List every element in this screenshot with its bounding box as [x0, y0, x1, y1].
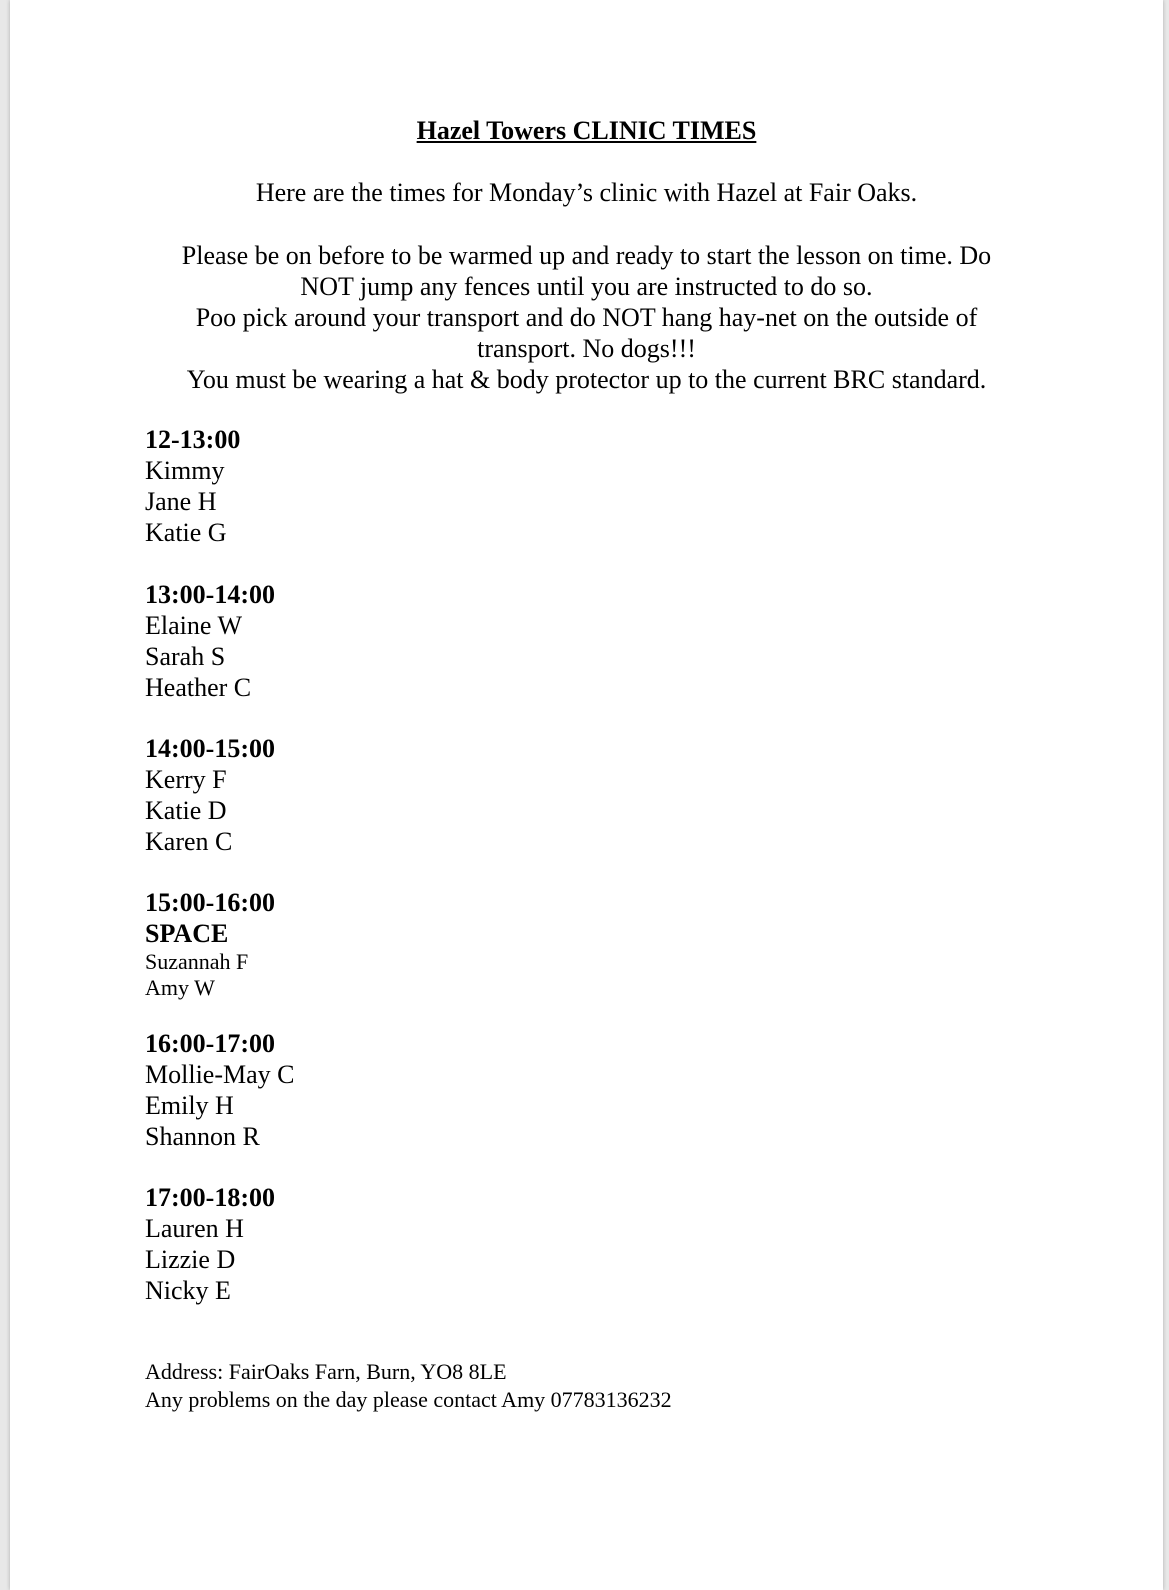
contact-text: Any problems on the day please contact Amy 07783136232 [145, 1387, 672, 1412]
rider-name: Kimmy [145, 456, 225, 485]
document-page [10, 0, 1163, 1590]
rider-name: Jane H [145, 487, 217, 516]
rider-name: Lauren H [145, 1214, 244, 1243]
rider-name: Katie D [145, 796, 227, 825]
slot-time: 17:00-18:00 [145, 1183, 275, 1212]
time-slot [145, 1028, 295, 1152]
slot-time: 16:00-17:00 [145, 1029, 275, 1058]
rider-name: Shannon R [145, 1122, 260, 1151]
time-slot [145, 887, 275, 1001]
time-slot [145, 733, 275, 857]
rules-line: Poo pick around your transport and do NOT hang hay-net on the outside of [195, 303, 978, 332]
rider-name: Lizzie D [145, 1245, 236, 1274]
rules-line: Please be on before to be warmed up and ready to start the lesson on time. Do [181, 241, 992, 270]
rules-line: transport. No dogs!!! [477, 334, 696, 363]
rules-line: You must be wearing a hat & body protector up to the current BRC standard. [186, 365, 987, 394]
rider-name: Amy W [145, 975, 215, 1000]
rider-name: Elaine W [145, 611, 242, 640]
rider-name: Mollie-May C [145, 1060, 295, 1089]
document-title: Hazel Towers CLINIC TIMES [416, 116, 757, 145]
slot-time: 14:00-15:00 [145, 734, 275, 763]
rider-name: Emily H [145, 1091, 234, 1120]
rider-name: Sarah S [145, 642, 226, 671]
time-slot [145, 424, 240, 548]
rider-name: Suzannah F [145, 949, 249, 974]
time-slot [145, 1182, 275, 1306]
intro-text: Here are the times for Monday’s clinic with Hazel at Fair Oaks. [255, 178, 918, 207]
slot-time: 15:00-16:00 [145, 888, 275, 917]
rider-name: Heather C [145, 673, 252, 702]
rider-name: Kerry F [145, 765, 227, 794]
slot-time: 13:00-14:00 [145, 580, 275, 609]
address-text: Address: FairOaks Farn, Burn, YO8 8LE [145, 1359, 507, 1384]
rider-name: Karen C [145, 827, 233, 856]
time-slot [145, 579, 275, 703]
slot-time: 12-13:00 [145, 425, 241, 454]
footer-block [145, 1358, 672, 1414]
rider-name: Nicky E [145, 1276, 231, 1305]
space-note: SPACE [145, 919, 229, 948]
rules-line: NOT jump any fences until you are instructed to do so. [300, 272, 873, 301]
rider-name: Katie G [145, 518, 227, 547]
rules-block [10, 240, 1163, 395]
